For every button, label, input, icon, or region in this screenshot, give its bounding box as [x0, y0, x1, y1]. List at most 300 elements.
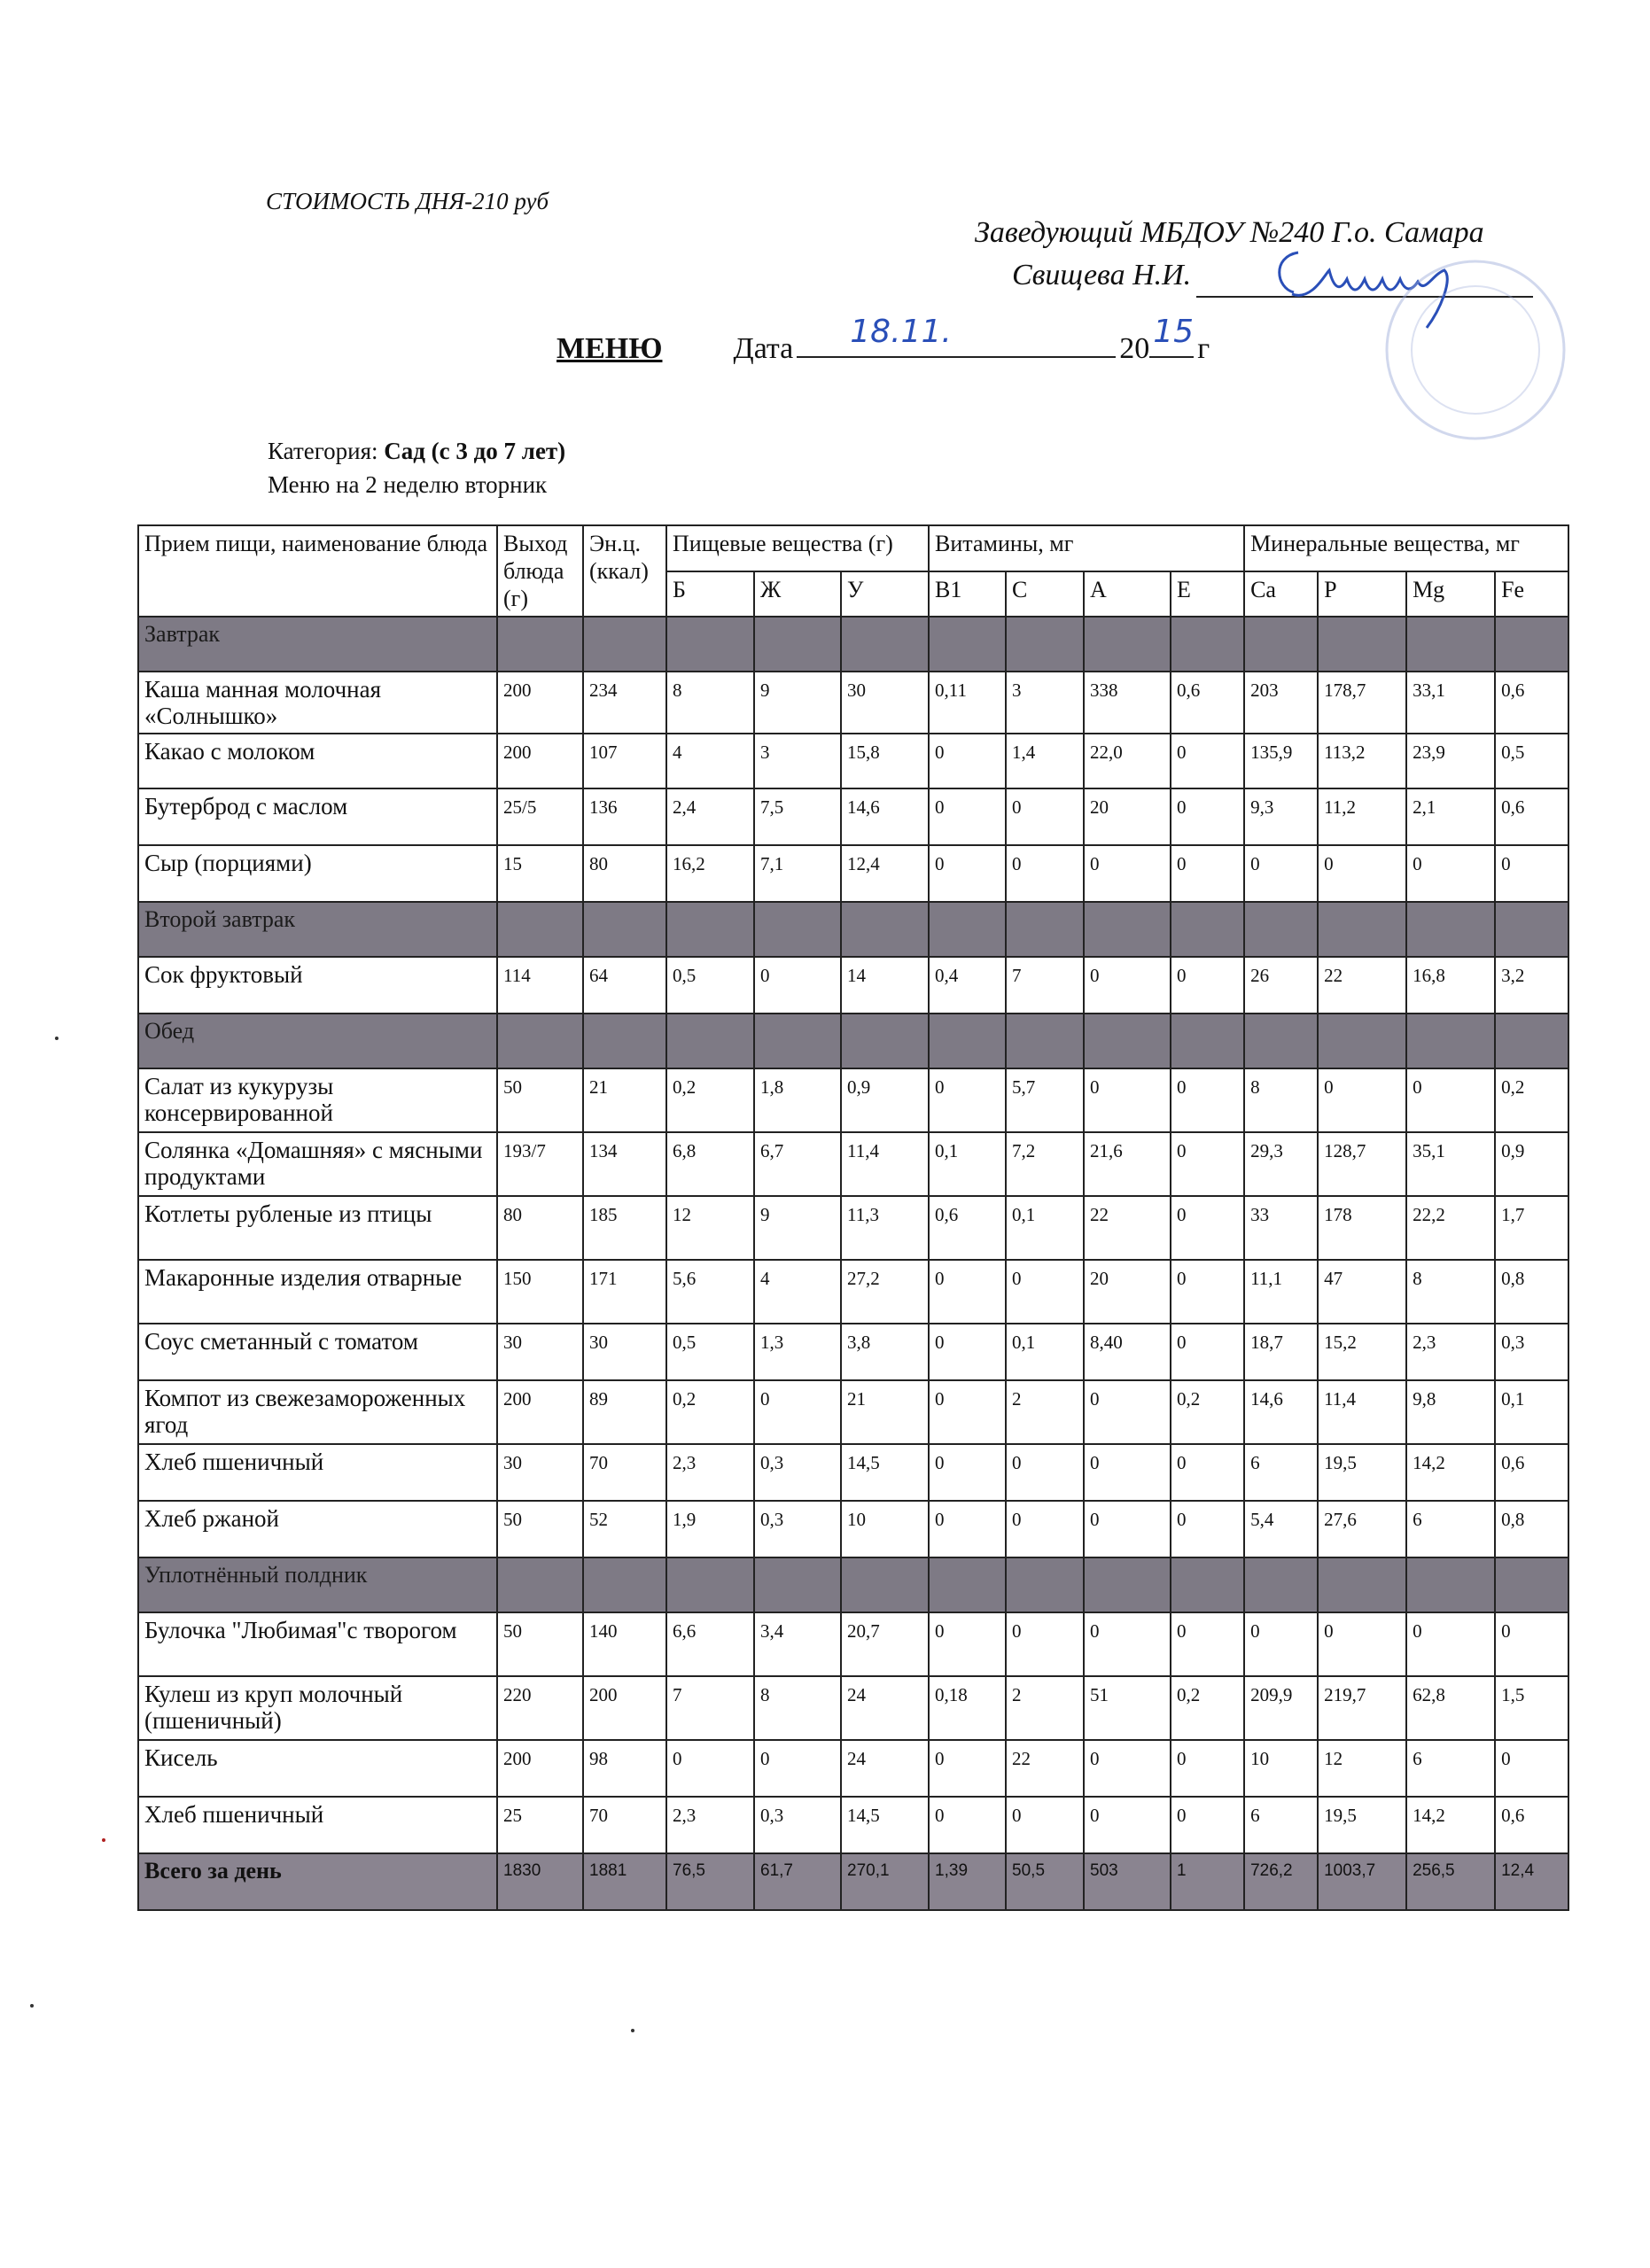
- header-a: А: [1084, 571, 1171, 617]
- value-cell: 0: [929, 1324, 1006, 1380]
- menu-body: [138, 617, 1568, 1910]
- value-cell: 0: [1171, 1324, 1244, 1380]
- section-cell: [841, 1014, 929, 1068]
- value-cell: 135,9: [1244, 734, 1318, 788]
- dish-name: Булочка "Любимая"с творогом: [138, 1612, 497, 1676]
- value-cell: 200: [583, 1676, 666, 1740]
- value-cell: 2: [1006, 1676, 1084, 1740]
- section-cell: [841, 1557, 929, 1612]
- year-field: [1149, 314, 1195, 358]
- section-cell: [1318, 1557, 1406, 1612]
- section-cell: [583, 617, 666, 672]
- value-cell: 9: [754, 672, 841, 734]
- value-cell: 24: [841, 1740, 929, 1797]
- value-cell: 8: [1406, 1260, 1495, 1324]
- value-cell: 219,7: [1318, 1676, 1406, 1740]
- header-dish: Прием пищи, наименование блюда: [138, 525, 497, 617]
- table-row: [138, 1797, 1568, 1853]
- dish-name: Солянка «Домашняя» с мясными продуктами: [138, 1132, 497, 1196]
- dish-name: Кулеш из круп молочный (пшеничный): [138, 1676, 497, 1740]
- value-cell: 178: [1318, 1196, 1406, 1260]
- value-cell: 200: [497, 1380, 583, 1444]
- value-cell: 0: [1006, 1444, 1084, 1501]
- value-cell: 27,6: [1318, 1501, 1406, 1557]
- section-cell: [929, 1014, 1006, 1068]
- dish-name: Каша манная молочная «Солнышко»: [138, 672, 497, 734]
- value-cell: 0: [754, 1740, 841, 1797]
- value-cell: 25: [497, 1797, 583, 1853]
- value-cell: 0,1: [1495, 1380, 1568, 1444]
- value-cell: 16,8: [1406, 957, 1495, 1014]
- menu-table: [137, 524, 1569, 1911]
- value-cell: 185: [583, 1196, 666, 1260]
- value-cell: 1,4: [1006, 734, 1084, 788]
- value-cell: 29,3: [1244, 1132, 1318, 1196]
- value-cell: 19,5: [1318, 1797, 1406, 1853]
- section-cell: [666, 1557, 754, 1612]
- value-cell: 0,4: [929, 957, 1006, 1014]
- table-row: [138, 1380, 1568, 1444]
- value-cell: 14,6: [1244, 1380, 1318, 1444]
- header-fe: Fe: [1495, 571, 1568, 617]
- section-row: [138, 1014, 1568, 1068]
- value-cell: 1,9: [666, 1501, 754, 1557]
- value-cell: 11,4: [841, 1132, 929, 1196]
- section-title: Обед: [138, 1014, 497, 1068]
- value-cell: 0,5: [666, 957, 754, 1014]
- value-cell: 10: [1244, 1740, 1318, 1797]
- value-cell: 2: [1006, 1380, 1084, 1444]
- table-row: [138, 1260, 1568, 1324]
- value-cell: 0: [1006, 1260, 1084, 1324]
- approver-title: Заведующий МБДОУ №240 Г.о. Самара: [975, 216, 1484, 249]
- value-cell: 0: [1171, 1501, 1244, 1557]
- value-cell: 11,4: [1318, 1380, 1406, 1444]
- dish-name: Макаронные изделия отварные: [138, 1260, 497, 1324]
- section-cell: [1318, 617, 1406, 672]
- header-mg: Mg: [1406, 571, 1495, 617]
- value-cell: 0: [929, 788, 1006, 845]
- value-cell: 0: [1084, 957, 1171, 1014]
- value-cell: 10: [841, 1501, 929, 1557]
- value-cell: 6: [1244, 1444, 1318, 1501]
- section-cell: [1171, 1557, 1244, 1612]
- header-b1: В1: [929, 571, 1006, 617]
- value-cell: 33: [1244, 1196, 1318, 1260]
- value-cell: 19,5: [1318, 1444, 1406, 1501]
- section-cell: [1084, 1014, 1171, 1068]
- scan-speck: [30, 2004, 34, 2008]
- value-cell: 14,2: [1406, 1797, 1495, 1853]
- value-cell: 22: [1006, 1740, 1084, 1797]
- section-cell: [1171, 617, 1244, 672]
- menu-title-row: [556, 314, 1210, 366]
- value-cell: 50: [497, 1612, 583, 1676]
- value-cell: 0,2: [666, 1068, 754, 1132]
- category-label: Категория:: [268, 438, 378, 464]
- value-cell: 0,2: [1171, 1380, 1244, 1444]
- header-energy: Эн.ц. (ккал): [583, 525, 666, 617]
- day-cost: СТОИМОСТЬ ДНЯ-210 руб: [266, 188, 549, 214]
- value-cell: 0: [1084, 1380, 1171, 1444]
- value-cell: 47: [1318, 1260, 1406, 1324]
- section-cell: [754, 1557, 841, 1612]
- value-cell: 9,3: [1244, 788, 1318, 845]
- value-cell: 27,2: [841, 1260, 929, 1324]
- value-cell: 0,11: [929, 672, 1006, 734]
- value-cell: 234: [583, 672, 666, 734]
- value-cell: 8,40: [1084, 1324, 1171, 1380]
- value-cell: 22: [1084, 1196, 1171, 1260]
- value-cell: 21: [583, 1068, 666, 1132]
- dish-name: Сыр (порциями): [138, 845, 497, 902]
- value-cell: 0,6: [1495, 672, 1568, 734]
- dish-name: Соус сметанный с томатом: [138, 1324, 497, 1380]
- section-cell: [497, 1557, 583, 1612]
- value-cell: 89: [583, 1380, 666, 1444]
- date-handwritten: 18.11.: [850, 314, 952, 350]
- value-cell: 0,8: [1495, 1501, 1568, 1557]
- value-cell: 20: [1084, 1260, 1171, 1324]
- value-cell: 200: [497, 672, 583, 734]
- value-cell: 0: [1171, 1797, 1244, 1853]
- total-value: 1,39: [929, 1853, 1006, 1910]
- value-cell: 21: [841, 1380, 929, 1444]
- value-cell: 0: [1171, 845, 1244, 902]
- value-cell: 338: [1084, 672, 1171, 734]
- value-cell: 128,7: [1318, 1132, 1406, 1196]
- total-value: 256,5: [1406, 1853, 1495, 1910]
- value-cell: 11,3: [841, 1196, 929, 1260]
- value-cell: 6,7: [754, 1132, 841, 1196]
- value-cell: 14,2: [1406, 1444, 1495, 1501]
- value-cell: 0: [1495, 1612, 1568, 1676]
- value-cell: 7,2: [1006, 1132, 1084, 1196]
- value-cell: 20,7: [841, 1612, 929, 1676]
- value-cell: 0: [929, 1380, 1006, 1444]
- table-row: [138, 1740, 1568, 1797]
- value-cell: 0,18: [929, 1676, 1006, 1740]
- section-cell: [1006, 1014, 1084, 1068]
- table-row: [138, 734, 1568, 788]
- total-value: 12,4: [1495, 1853, 1568, 1910]
- value-cell: 0: [1171, 1196, 1244, 1260]
- value-cell: 22,2: [1406, 1196, 1495, 1260]
- value-cell: 20: [1084, 788, 1171, 845]
- value-cell: 9,8: [1406, 1380, 1495, 1444]
- total-value: 1881: [583, 1853, 666, 1910]
- value-cell: 200: [497, 734, 583, 788]
- value-cell: 8: [666, 672, 754, 734]
- section-cell: [1244, 1557, 1318, 1612]
- value-cell: 0,3: [754, 1501, 841, 1557]
- table-row: [138, 957, 1568, 1014]
- section-cell: [1495, 617, 1568, 672]
- section-cell: [1244, 617, 1318, 672]
- value-cell: 11,1: [1244, 1260, 1318, 1324]
- value-cell: 0: [929, 1068, 1006, 1132]
- year-prefix: 20: [1119, 332, 1150, 365]
- value-cell: 14,5: [841, 1444, 929, 1501]
- value-cell: 0: [754, 1380, 841, 1444]
- section-cell: [1084, 1557, 1171, 1612]
- value-cell: 18,7: [1244, 1324, 1318, 1380]
- value-cell: 0: [1171, 1444, 1244, 1501]
- section-cell: [666, 902, 754, 957]
- value-cell: 0: [1006, 1501, 1084, 1557]
- section-cell: [929, 617, 1006, 672]
- header-zh: Ж: [754, 571, 841, 617]
- value-cell: 0: [1084, 1797, 1171, 1853]
- value-cell: 52: [583, 1501, 666, 1557]
- section-cell: [1084, 617, 1171, 672]
- value-cell: 136: [583, 788, 666, 845]
- header-minerals: Минеральные вещества, мг: [1244, 525, 1568, 571]
- value-cell: 178,7: [1318, 672, 1406, 734]
- header-u: У: [841, 571, 929, 617]
- section-cell: [754, 1014, 841, 1068]
- value-cell: 0: [929, 1740, 1006, 1797]
- value-cell: 0: [1171, 788, 1244, 845]
- value-cell: 5,6: [666, 1260, 754, 1324]
- section-cell: [1406, 1557, 1495, 1612]
- value-cell: 7: [666, 1676, 754, 1740]
- value-cell: 0: [1406, 1612, 1495, 1676]
- value-cell: 6,6: [666, 1612, 754, 1676]
- header-e: Е: [1171, 571, 1244, 617]
- section-title: Завтрак: [138, 617, 497, 672]
- value-cell: 12: [1318, 1740, 1406, 1797]
- value-cell: 7,1: [754, 845, 841, 902]
- category-value: Сад (с 3 до 7 лет): [384, 438, 566, 464]
- total-value: 1830: [497, 1853, 583, 1910]
- header-c: С: [1006, 571, 1084, 617]
- section-cell: [583, 1014, 666, 1068]
- scan-speck: [55, 1037, 58, 1040]
- value-cell: 14: [841, 957, 929, 1014]
- section-cell: [1406, 1014, 1495, 1068]
- value-cell: 0,5: [1495, 734, 1568, 788]
- value-cell: 8: [754, 1676, 841, 1740]
- value-cell: 0,6: [1171, 672, 1244, 734]
- value-cell: 0,3: [754, 1797, 841, 1853]
- value-cell: 0,6: [929, 1196, 1006, 1260]
- value-cell: 6,8: [666, 1132, 754, 1196]
- value-cell: 3,4: [754, 1612, 841, 1676]
- value-cell: 203: [1244, 672, 1318, 734]
- dish-name: Какао с молоком: [138, 734, 497, 788]
- section-cell: [754, 617, 841, 672]
- value-cell: 0,9: [1495, 1132, 1568, 1196]
- table-row: [138, 1132, 1568, 1196]
- value-cell: 0,1: [1006, 1324, 1084, 1380]
- value-cell: 0: [1244, 1612, 1318, 1676]
- value-cell: 70: [583, 1797, 666, 1853]
- table-row: [138, 1444, 1568, 1501]
- value-cell: 0: [1084, 1501, 1171, 1557]
- value-cell: 3: [1006, 672, 1084, 734]
- value-cell: 0: [1084, 1740, 1171, 1797]
- value-cell: 12: [666, 1196, 754, 1260]
- value-cell: 6: [1244, 1797, 1318, 1853]
- value-cell: 0: [1084, 1612, 1171, 1676]
- value-cell: 0: [1171, 1068, 1244, 1132]
- section-title: Второй завтрак: [138, 902, 497, 957]
- value-cell: 0: [754, 957, 841, 1014]
- section-row: [138, 902, 1568, 957]
- value-cell: 0,8: [1495, 1260, 1568, 1324]
- value-cell: 0: [1171, 1132, 1244, 1196]
- value-cell: 12,4: [841, 845, 929, 902]
- value-cell: 30: [497, 1444, 583, 1501]
- value-cell: 24: [841, 1676, 929, 1740]
- value-cell: 0,6: [1495, 1797, 1568, 1853]
- value-cell: 26: [1244, 957, 1318, 1014]
- dish-name: Сок фруктовый: [138, 957, 497, 1014]
- date-field: [797, 314, 1116, 358]
- header-nutrients: Пищевые вещества (г): [666, 525, 929, 571]
- value-cell: 3,8: [841, 1324, 929, 1380]
- value-cell: 140: [583, 1612, 666, 1676]
- table-row: [138, 1196, 1568, 1260]
- dish-name: Салат из кукурузы консервированной: [138, 1068, 497, 1132]
- section-cell: [1171, 1014, 1244, 1068]
- value-cell: 0,2: [666, 1380, 754, 1444]
- section-cell: [841, 902, 929, 957]
- header-ca: Ca: [1244, 571, 1318, 617]
- menu-week: Меню на 2 неделю вторник: [268, 471, 548, 498]
- value-cell: 0,1: [929, 1132, 1006, 1196]
- value-cell: 4: [666, 734, 754, 788]
- value-cell: 11,2: [1318, 788, 1406, 845]
- value-cell: 0: [1006, 1612, 1084, 1676]
- header-vitamins: Витамины, мг: [929, 525, 1244, 571]
- value-cell: 1,7: [1495, 1196, 1568, 1260]
- section-cell: [497, 1014, 583, 1068]
- value-cell: 5,7: [1006, 1068, 1084, 1132]
- value-cell: 15: [497, 845, 583, 902]
- value-cell: 2,3: [666, 1797, 754, 1853]
- value-cell: 2,1: [1406, 788, 1495, 845]
- scan-speck: [631, 2029, 634, 2032]
- table-row: [138, 788, 1568, 845]
- value-cell: 0: [1406, 845, 1495, 902]
- value-cell: 134: [583, 1132, 666, 1196]
- value-cell: 62,8: [1406, 1676, 1495, 1740]
- total-value: 61,7: [754, 1853, 841, 1910]
- section-cell: [1318, 902, 1406, 957]
- table-row: [138, 1324, 1568, 1380]
- value-cell: 0: [1318, 1068, 1406, 1132]
- value-cell: 64: [583, 957, 666, 1014]
- value-cell: 0: [929, 845, 1006, 902]
- value-cell: 23,9: [1406, 734, 1495, 788]
- value-cell: 70: [583, 1444, 666, 1501]
- section-title: Уплотнённый полдник: [138, 1557, 497, 1612]
- value-cell: 0: [1495, 1740, 1568, 1797]
- year-handwritten: 15: [1153, 314, 1195, 350]
- dish-name: Хлеб ржаной: [138, 1501, 497, 1557]
- value-cell: 0,1: [1006, 1196, 1084, 1260]
- value-cell: 0: [1171, 734, 1244, 788]
- section-cell: [497, 902, 583, 957]
- value-cell: 6: [1406, 1501, 1495, 1557]
- value-cell: 200: [497, 1740, 583, 1797]
- value-cell: 35,1: [1406, 1132, 1495, 1196]
- value-cell: 0: [1006, 845, 1084, 902]
- value-cell: 80: [583, 845, 666, 902]
- approver-name: Свищева Н.И.: [1012, 259, 1192, 291]
- value-cell: 98: [583, 1740, 666, 1797]
- section-cell: [583, 902, 666, 957]
- table-row: [138, 845, 1568, 902]
- value-cell: 0,9: [841, 1068, 929, 1132]
- value-cell: 1,8: [754, 1068, 841, 1132]
- value-cell: 0,3: [754, 1444, 841, 1501]
- value-cell: 107: [583, 734, 666, 788]
- value-cell: 0: [1084, 1444, 1171, 1501]
- section-cell: [666, 1014, 754, 1068]
- value-cell: 15,8: [841, 734, 929, 788]
- value-cell: 21,6: [1084, 1132, 1171, 1196]
- value-cell: 6: [1406, 1740, 1495, 1797]
- category-line: [268, 438, 565, 465]
- header-b: Б: [666, 571, 754, 617]
- value-cell: 1,5: [1495, 1676, 1568, 1740]
- section-cell: [1406, 617, 1495, 672]
- section-cell: [1318, 1014, 1406, 1068]
- table-row: [138, 1612, 1568, 1676]
- value-cell: 0: [929, 1501, 1006, 1557]
- section-row: [138, 1557, 1568, 1612]
- section-row: [138, 617, 1568, 672]
- value-cell: 80: [497, 1196, 583, 1260]
- section-cell: [929, 1557, 1006, 1612]
- value-cell: 30: [583, 1324, 666, 1380]
- value-cell: 14,6: [841, 788, 929, 845]
- value-cell: 3,2: [1495, 957, 1568, 1014]
- value-cell: 0: [1084, 845, 1171, 902]
- total-value: 503: [1084, 1853, 1171, 1910]
- value-cell: 5,4: [1244, 1501, 1318, 1557]
- value-cell: 0: [1171, 957, 1244, 1014]
- section-cell: [1244, 902, 1318, 957]
- value-cell: 0: [1495, 845, 1568, 902]
- value-cell: 0: [1084, 1068, 1171, 1132]
- value-cell: 25/5: [497, 788, 583, 845]
- dish-name: Бутерброд с маслом: [138, 788, 497, 845]
- section-cell: [583, 1557, 666, 1612]
- value-cell: 0: [1406, 1068, 1495, 1132]
- value-cell: 30: [841, 672, 929, 734]
- value-cell: 15,2: [1318, 1324, 1406, 1380]
- value-cell: 0,2: [1171, 1676, 1244, 1740]
- value-cell: 0: [1006, 1797, 1084, 1853]
- dish-name: Хлеб пшеничный: [138, 1444, 497, 1501]
- value-cell: 0: [929, 1444, 1006, 1501]
- value-cell: 3: [754, 734, 841, 788]
- value-cell: 0: [929, 1797, 1006, 1853]
- section-cell: [1006, 1557, 1084, 1612]
- dish-name: Компот из свежезамороженных ягод: [138, 1380, 497, 1444]
- year-suffix: г: [1197, 332, 1210, 365]
- value-cell: 0,5: [666, 1324, 754, 1380]
- value-cell: 50: [497, 1501, 583, 1557]
- value-cell: 171: [583, 1260, 666, 1324]
- value-cell: 51: [1084, 1676, 1171, 1740]
- stamp-seal: [1378, 226, 1573, 456]
- value-cell: 114: [497, 957, 583, 1014]
